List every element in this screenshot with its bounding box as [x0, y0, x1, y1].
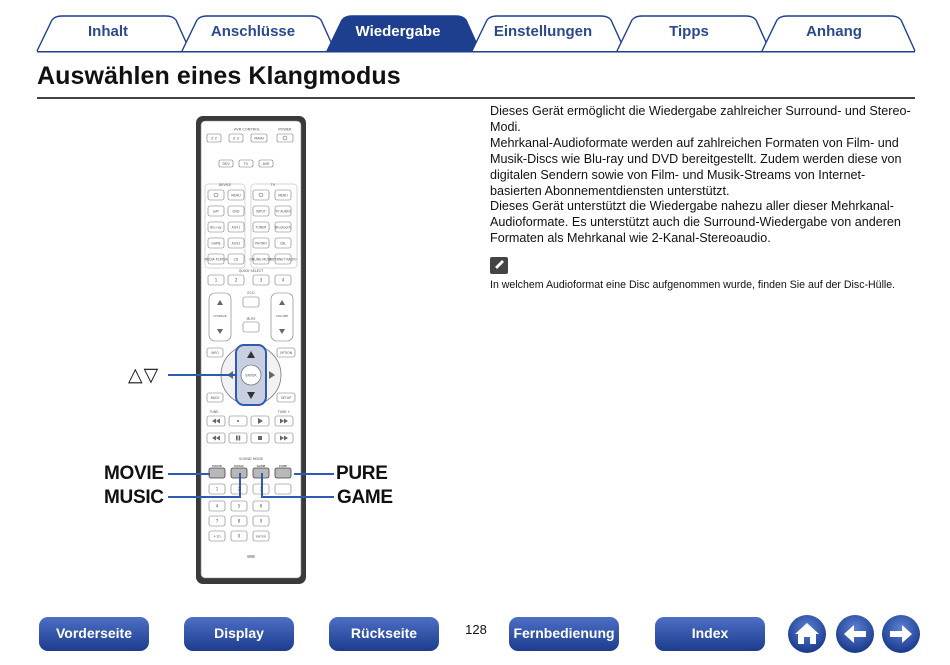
svg-text:5: 5 [237, 503, 241, 509]
main-zone-button: MAIN [254, 136, 264, 141]
svg-text:DEV: DEV [222, 162, 230, 166]
svg-text:4: 4 [281, 277, 285, 283]
zone2-button: Z 2 [211, 136, 217, 141]
label-avr-control: AVR CONTROL [234, 127, 260, 132]
svg-text:3: 3 [259, 277, 263, 283]
svg-text:AUX2: AUX2 [231, 241, 241, 246]
tab-einstellungen[interactable]: Einstellungen [493, 23, 593, 40]
paragraph-2: Mehrkanal-Audioformate werden auf zahlreichen Formaten von Film- und Musik-Discs wie Blu-ray und DVD bereitgestellt. Zudem werden diese von digitalen Sendern sowie von Film- und Musik-Streams von Internet-basierten Abonnementdiensten unterstützt. [490, 135, 902, 198]
home-icon [788, 615, 826, 653]
svg-text:TUNE -: TUNE - [209, 410, 221, 414]
svg-text:Bluetooth: Bluetooth [275, 225, 291, 230]
svg-text:TV AUDIO: TV AUDIO [275, 209, 291, 214]
title-divider [37, 97, 915, 99]
svg-text:1: 1 [215, 486, 219, 492]
arrow-left-icon [836, 615, 874, 653]
pure-label: PURE [336, 463, 388, 484]
svg-text:SOUND MODE: SOUND MODE [239, 457, 263, 461]
game-mode-button [253, 468, 269, 478]
svg-text:AUX1: AUX1 [231, 225, 241, 230]
svg-text:MENU: MENU [278, 193, 288, 198]
svg-text:AVR: AVR [262, 162, 270, 166]
svg-text:OPTION: OPTION [279, 351, 293, 355]
tab-anschluesse[interactable]: Anschlüsse [210, 23, 296, 40]
svg-text:Blu-ray: Blu-ray [210, 225, 222, 230]
svg-text:DEVICE: DEVICE [218, 183, 232, 187]
svg-text:GAME: GAME [211, 241, 221, 246]
svg-text:CH/PAGE: CH/PAGE [213, 314, 227, 318]
tab-wiedergabe[interactable]: Wiedergabe [355, 23, 441, 40]
paragraph-1: Dieses Gerät ermöglicht die Wiedergabe zahlreicher Surround- und Stereo-Modi. [490, 104, 911, 134]
svg-text:TV: TV [243, 162, 249, 166]
rear-panel-button[interactable]: Rückseite [329, 617, 439, 651]
label-power: POWER [278, 127, 292, 132]
svg-text:3: 3 [259, 486, 263, 492]
display-button[interactable]: Display [184, 617, 294, 651]
svg-text:TUNE +: TUNE + [277, 410, 291, 414]
svg-text:6: 6 [259, 503, 263, 509]
music-mode-button [231, 468, 247, 478]
svg-text:9: 9 [259, 518, 263, 524]
tab-bar [0, 0, 950, 56]
svg-text:7: 7 [215, 518, 219, 524]
up-down-arrows-label: △▽ [128, 365, 160, 386]
svg-text:MUSIC: MUSIC [234, 464, 244, 468]
movie-mode-button [209, 468, 225, 478]
previous-page-button[interactable] [836, 615, 874, 653]
pencil-icon [490, 257, 508, 274]
svg-text:VOLUME: VOLUME [275, 314, 289, 318]
index-button[interactable]: Index [655, 617, 765, 651]
game-label: GAME [337, 487, 393, 508]
remote-control-illustration [195, 115, 307, 585]
svg-text:CD: CD [233, 257, 239, 262]
svg-text:8: 8 [237, 518, 241, 524]
movie-label: MOVIE [104, 463, 164, 484]
svg-text:+10: +10 [213, 534, 221, 539]
arrow-right-icon [882, 615, 920, 653]
svg-text:MENU: MENU [231, 193, 241, 198]
description [490, 104, 915, 247]
home-button[interactable] [788, 615, 826, 653]
svg-text:0: 0 [237, 533, 241, 539]
remote-control-button[interactable]: Fernbedienung [509, 617, 619, 651]
note-text: In welchem Audioformat eine Disc aufgenommen wurde, finden Sie auf der Disc-Hülle. [490, 279, 896, 291]
svg-text:ENTER: ENTER [256, 534, 266, 539]
svg-text:SETUP: SETUP [280, 396, 292, 400]
svg-text:DVD: DVD [232, 209, 240, 214]
svg-text:INTERNET RADIO: INTERNET RADIO [269, 257, 297, 262]
svg-text:SAT: SAT [213, 209, 219, 214]
music-label: MUSIC [104, 487, 164, 508]
svg-text:4: 4 [215, 503, 219, 509]
svg-text:QUICK SELECT: QUICK SELECT [238, 269, 264, 273]
paragraph-3: Dieses Gerät unterstützt die Wiedergabe nahezu aller dieser Mehrkanal-Audioformate. Es unterstützt auch die Surround-Wiedergabe von anderen Formaten als Mehrkanal wie 2-Kanal-Stereoaudio. [490, 199, 901, 246]
svg-text:PURE: PURE [279, 464, 287, 468]
svg-text:GAME: GAME [256, 464, 266, 468]
svg-text:MOVIE: MOVIE [212, 464, 222, 468]
svg-text:TV: TV [270, 183, 276, 187]
page-title: Auswählen eines Klangmodus [37, 62, 401, 90]
svg-text:MUTE: MUTE [246, 317, 256, 321]
svg-text:ECO: ECO [247, 291, 255, 295]
svg-text:INFO: INFO [211, 351, 219, 355]
svg-text:TUNER: TUNER [255, 225, 267, 230]
svg-text:1: 1 [214, 277, 218, 283]
pure-mode-button [275, 468, 291, 478]
svg-text:PHONO: PHONO [255, 241, 267, 246]
svg-text:ONLINE MUSIC: ONLINE MUSIC [249, 257, 273, 262]
svg-text:2: 2 [234, 277, 238, 283]
svg-text:2: 2 [237, 486, 241, 492]
page-number: 128 [465, 622, 487, 637]
svg-text:CBL: CBL [279, 241, 287, 246]
tab-inhalt[interactable]: Inhalt [88, 23, 128, 40]
front-panel-button[interactable]: Vorderseite [39, 617, 149, 651]
tab-tipps[interactable]: Tipps [669, 23, 709, 40]
svg-text:MEDIA PLAYER: MEDIA PLAYER [204, 257, 228, 262]
svg-text:INPUT: INPUT [256, 209, 266, 214]
zone3-button: Z 3 [233, 136, 239, 141]
tab-anhang[interactable]: Anhang [806, 23, 862, 40]
svg-text:ENTER: ENTER [245, 373, 257, 378]
next-page-button[interactable] [882, 615, 920, 653]
svg-text:BACK: BACK [210, 396, 220, 400]
